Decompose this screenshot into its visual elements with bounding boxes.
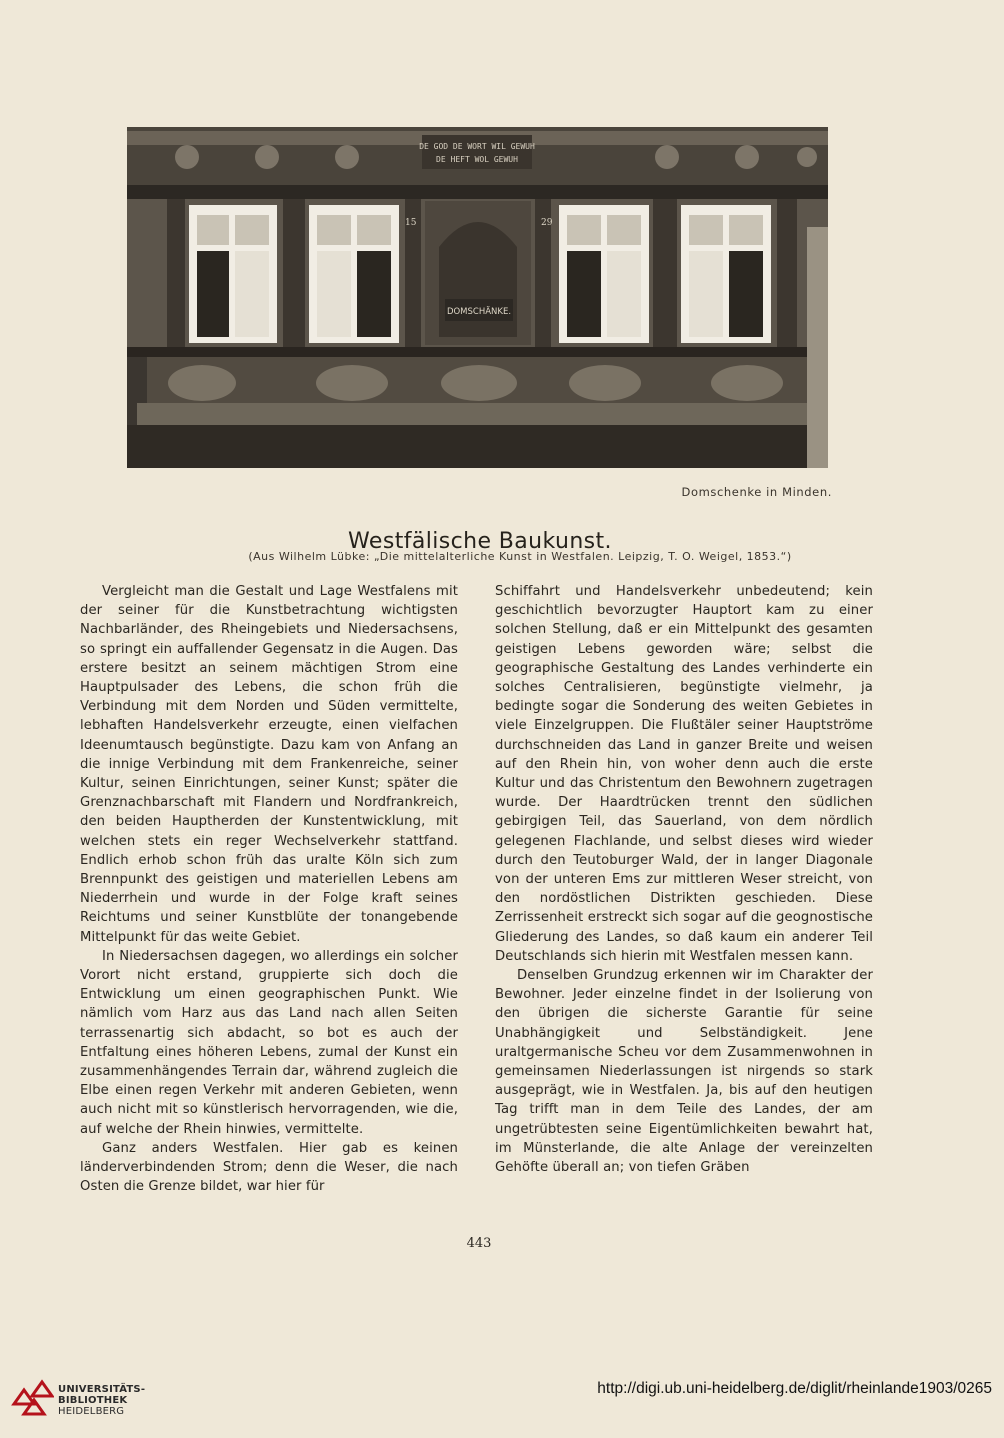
window-4 [681,205,771,343]
right-column [495,582,873,1177]
library-logo[interactable] [10,1376,150,1426]
central-sign-panel [405,201,553,345]
paragraph-4: Schiffahrt und Handelsverkehr unbedeutend; kein geschichtlich bevorzugter Hauptort kam zu einer solchen Stellung, daß er ein Mittelpunkt des gesamten geistigen Lebens geworden wäre; selbst die geographische Gestaltung des Landes verhinderte ein solches Centralisieren, begünstigte vielmehr, ja bedingte sogar die Sonderung des weiten Gebietes in viele Einzelgruppen. Die Flußtäler seiner Hauptströme durchschneiden das Land in ganzer Breite und weisen auf den Rhein hin, von woher denn auch die erste Kultur und das Christentum den Bewohnern zugetragen wurde. Der Haardtrücken trennt den südlichen gebirgigen Teil, das Sauerland, von dem nördlich gelegenen Flachlande, und selbst dieses wird wieder durch den Teutoburger Wald, der in langer Diagonale von der unteren Ems zur mittleren Weser streicht, von den nordöstlichen Distrikten geschieden. Diese Zerrissenheit erstreckt sich sogar auf die geognostische Gliederung des Landes, so daß kaum ein anderer Teil Deutschlands sich hierin mit Westfalen messen kann. [495,584,873,964]
beam-inscription-1: DE GOD DE WORT WIL GEWUH [419,142,535,151]
library-emblem-icon [10,1376,54,1420]
facade-illustration [127,127,828,468]
date-right: 29 [541,218,553,228]
photograph-domschenke [127,127,828,468]
date-left: 15 [405,218,417,228]
window-3 [559,205,649,343]
logo-line-2: BIBLIOTHEK [58,1395,128,1406]
page-number: 443 [466,1236,492,1251]
left-column [80,582,458,1197]
logo-line-1: UNIVERSITÄTS- [58,1384,146,1395]
article-source: (Aus Wilhelm Lübke: „Die mittelalterliche Kunst in Westfalen. Leipzig, T. O. Weigel, 1853.“) [248,550,792,563]
logo-line-3: HEIDELBERG [58,1406,125,1417]
paragraph-2: In Niedersachsen dagegen, wo allerdings ein solcher Vorort nicht erstand, gruppierte sich doch die Entwicklung um einen geographischen Punkt. Wie nämlich vom Harz aus das Land nach allen Seiten terrassenartig sich abdacht, so bot es auch der Entfaltung eines höheren Lebens, zumal der Kunst ein zusammenhängendes Terrain dar, während zugleich die Elbe einen regen Verkehr mit anderen Gebieten, wenn auch nicht mit so künstlerisch hervorragenden, wie die, auf welche der Rhein hinwies, vermittelte. [80,948,458,1137]
article-title: Westfälische Baukunst. [348,528,612,554]
photo-caption: Domschenke in Minden. [681,485,832,499]
window-2 [309,205,399,343]
paragraph-3: Ganz anders Westfalen. Hier gab es keinen länderverbindenden Strom; denn die Weser, die nach Osten die Grenze bildet, war hier für [80,1140,458,1195]
paragraph-5: Denselben Grundzug erkennen wir im Charakter der Bewohner. Jeder einzelne findet in der Isolierung von den übrigen die sicherste Garantie für seine Unabhängigkeit und Selbständigkeit. Jene uraltgermanische Scheu vor dem Zusammenwohnen in gemeinsamen Niederlassungen ist nirgends so stark ausgeprägt, wie in Westfalen. Ja, bis auf den heutigen Tag trifft man in dem Teile des Landes, der am ungetrübtesten seine Eigentümlichkeiten bewahrt hat, im Münsterlande, die alte Anlage der vereinzelten Gehöfte überall an; von tiefen Gräben [495,968,873,1176]
window-1 [189,205,277,343]
beam-inscription-2: DE HEFT WOL GEWUH [436,155,518,164]
sign-domschaenke: DOMSCHÄNKE. [446,307,512,317]
paragraph-1: Vergleicht man die Gestalt und Lage Westfalens mit der seiner für die Kunstbetrachtung wichtigsten Nachbarländer, des Rheingebiets und Niedersachsens, so springt ein auffallender Gegensatz in die Augen. Das erstere besitzt an seinem mächtigen Strom eine Hauptpulsader des Lebens, die schon früh die Verbindung mit dem Norden und Süden vermittelte, lebhaften Handelsverkehr erzeugte, einen vielfachen Ideenumtausch begünstigte. Dazu kam von Anfang an die innige Verbindung mit dem Frankenreiche, seiner Kultur, seinen Einrichtungen, seiner Kunst; später die Grenznachbarschaft mit Flandern und Nordfrankreich, den beiden Hauptherden der Kunstentwicklung, mit welchen stets ein reger Wechselverkehr stattfand. Endlich erhob schon früh das uralte Köln sich zum Brennpunkt des geistigen und materiellen Lebens am Niederrhein und wurde in der Folge kraft seines Reichtums und seiner Kunstblüte der tonangebende Mittelpunkt für das weite Gebiet. [80,584,458,945]
source-url-link[interactable]: http://digi.ub.uni-heidelberg.de/diglit/rheinlande1903/0265 [597,1380,992,1397]
